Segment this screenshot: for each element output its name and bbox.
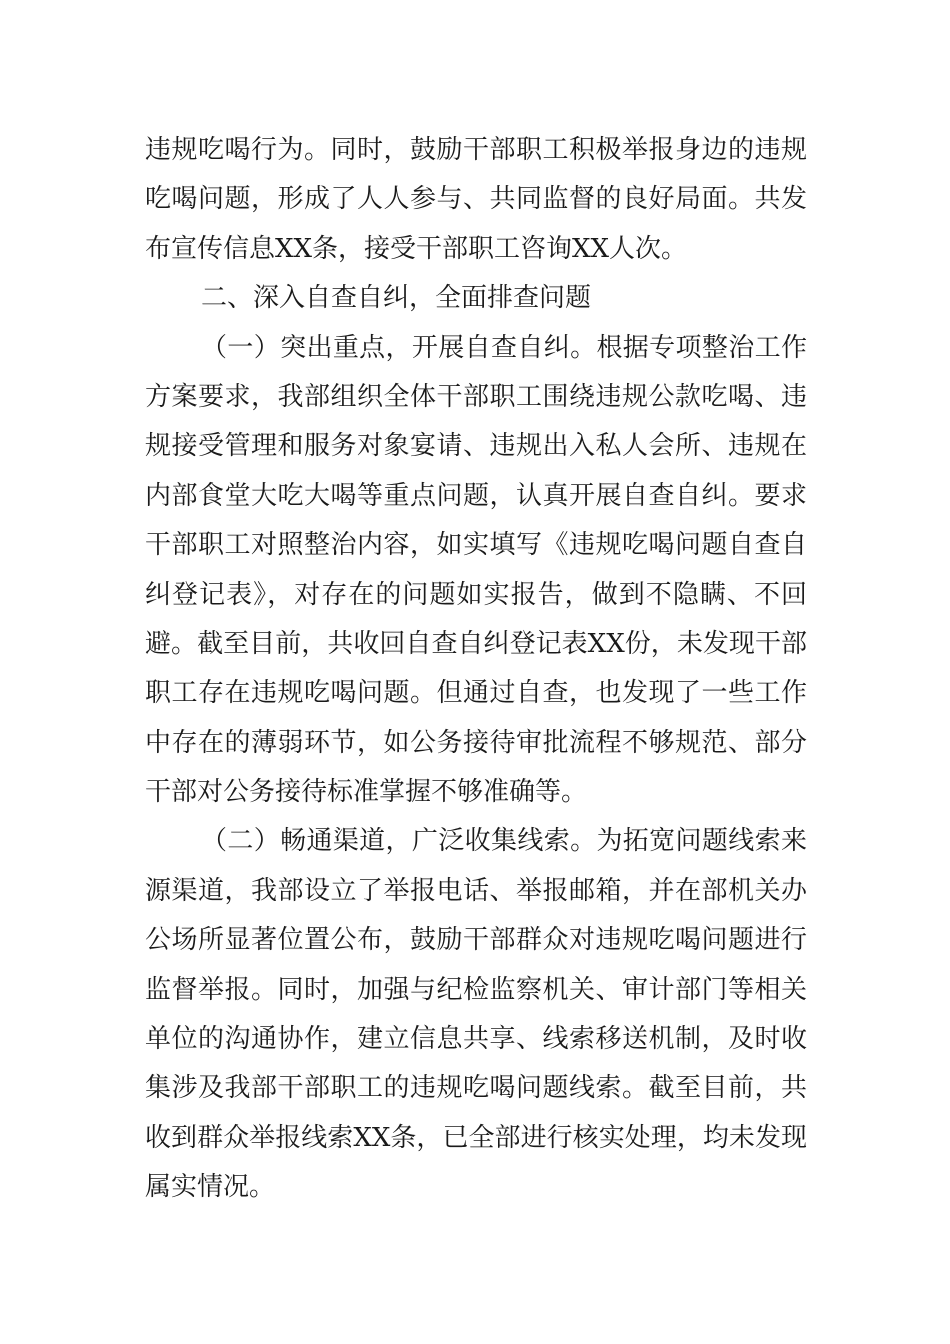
paragraph-continuation [145, 126, 807, 274]
text-line: 避。截至目前，共收回自查自纠登记表XX份，未发现干部 [145, 628, 807, 659]
text-line: 集涉及我部干部职工的违规吃喝问题线索。截至目前，共 [145, 1073, 807, 1104]
text-line: 干部职工对照整治内容，如实填写《违规吃喝问题自查自 [145, 530, 807, 561]
text-line: 监督举报。同时，加强与纪检监察机关、审计部门等相关 [145, 974, 807, 1005]
text-line: 职工存在违规吃喝问题。但通过自查，也发现了一些工作 [145, 678, 807, 709]
paragraph-self-inspection [145, 324, 807, 818]
text-line: 源渠道，我部设立了举报电话、举报邮箱，并在部机关办 [145, 875, 807, 906]
text-line: 规接受管理和服务对象宴请、违规出入私人会所、违规在 [145, 431, 807, 462]
paragraph-clue-collection [145, 817, 807, 1212]
text-line: 方案要求，我部组织全体干部职工围绕违规公款吃喝、违 [145, 381, 807, 412]
text-line: 收到群众举报线索XX条，已全部进行核实处理，均未发现 [145, 1122, 807, 1153]
text-line: 吃喝问题，形成了人人参与、共同监督的良好局面。共发 [145, 184, 807, 215]
text-line: 违规吃喝行为。同时，鼓励干部职工积极举报身边的违规 [145, 135, 807, 165]
text-line: 单位的沟通协作，建立信息共享、线索移送机制，及时收 [145, 1024, 807, 1055]
document-body [145, 126, 807, 1213]
text-line: 属实情况。 [145, 1172, 276, 1203]
text-line: 公场所显著位置公布，鼓励干部群众对违规吃喝问题进行 [145, 925, 807, 956]
text-line: 中存在的薄弱环节，如公务接待审批流程不够规范、部分 [145, 727, 807, 758]
text-line: 布宣传信息XX条，接受干部职工咨询XX人次。 [145, 233, 688, 264]
text-line: （二）畅通渠道，广泛收集线索。为拓宽问题线索来 [201, 826, 807, 857]
text-line: 干部对公务接待标准掌握不够准确等。 [145, 777, 588, 808]
section-heading: 二、深入自查自纠，全面排查问题 [201, 283, 592, 314]
text-line: 纠登记表》，对存在的问题如实报告，做到不隐瞒、不回 [145, 579, 807, 610]
text-line: （一）突出重点，开展自查自纠。根据专项整治工作 [201, 332, 807, 363]
text-line: 内部食堂大吃大喝等重点问题，认真开展自查自纠。要求 [145, 480, 807, 511]
